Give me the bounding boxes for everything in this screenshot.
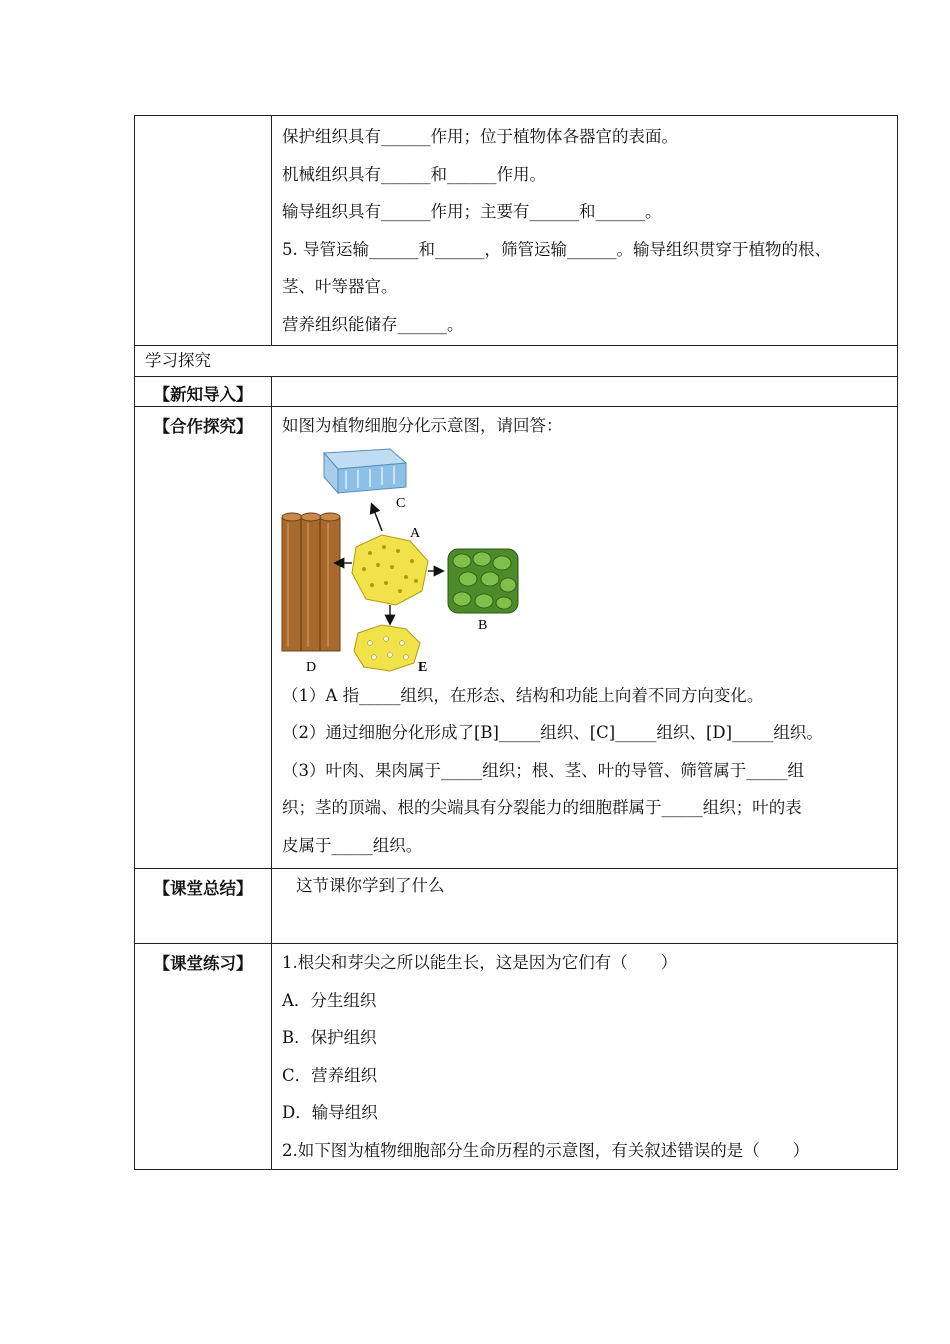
review-line-nutritive: 营养组织能储存______。	[282, 314, 464, 334]
new-knowledge-label: 【新知导入】	[153, 385, 253, 404]
summary-text: 这节课你学到了什么	[296, 876, 445, 895]
tissue-b-nutritive	[448, 549, 518, 613]
cell-differentiation-diagram	[278, 445, 538, 677]
review-line-organs: 茎、叶等器官。	[282, 277, 398, 296]
tissue-e-parenchyma	[354, 625, 420, 671]
section-title-cell	[135, 346, 898, 377]
label-e: E	[418, 659, 428, 675]
practice-content-cell	[272, 944, 898, 1170]
question-1: （1）A 指_____组织，在形态、结构和功能上向着不同方向变化。	[282, 685, 764, 705]
option-a: A．分生组织	[282, 990, 377, 1010]
cooperative-row	[135, 407, 898, 869]
review-line-transport: 5. 导管运输______和______，筛管运输______。输导组织贯穿于植物的根、	[282, 239, 831, 259]
cooperative-content-cell	[272, 407, 898, 869]
label-a: A	[410, 525, 421, 541]
cooperative-label: 【合作探究】	[153, 417, 253, 436]
label-c: C	[396, 495, 406, 511]
review-line-protective: 保护组织具有______作用；位于植物体各器官的表面。	[282, 127, 678, 146]
cooperative-intro: 如图为植物细胞分化示意图，请回答：	[282, 416, 563, 435]
practice-label-cell	[135, 944, 272, 1170]
option-c: C．营养组织	[282, 1065, 378, 1085]
label-b: B	[478, 617, 488, 633]
summary-label: 【课堂总结】	[153, 879, 253, 898]
question-3-line-1: （3）叶肉、果肉属于_____组织；根、茎、叶的导管、筛管属于_____组	[282, 760, 804, 780]
practice-question-2: 2.如下图为植物细胞部分生命历程的示意图，有关叙述错误的是（ ）	[282, 1140, 810, 1160]
worksheet-table	[134, 115, 898, 1170]
tissue-review-row	[135, 116, 898, 346]
question-2: （2）通过细胞分化形成了[B]_____组织、[C]_____组织、[D]_____组织。	[282, 723, 823, 742]
tissue-a-meristem	[352, 535, 428, 605]
cell-differentiation-figure	[272, 445, 897, 677]
cooperative-label-cell	[135, 407, 272, 869]
practice-label: 【课堂练习】	[153, 954, 253, 973]
practice-row	[135, 944, 898, 1170]
section-row	[135, 346, 898, 377]
tissue-c-epidermis	[324, 449, 406, 493]
section-title: 学习探究	[145, 351, 211, 370]
empty-label-cell	[135, 116, 272, 346]
summary-row	[135, 869, 898, 944]
tissue-d-vessels	[282, 513, 340, 651]
option-d: D．输导组织	[282, 1103, 378, 1122]
new-knowledge-label-cell	[135, 377, 272, 407]
practice-question-1: 1.根尖和芽尖之所以能生长，这是因为它们有（ ）	[282, 953, 678, 972]
new-knowledge-content-cell	[272, 377, 898, 407]
summary-label-cell	[135, 869, 272, 944]
review-line-mechanical: 机械组织具有______和______作用。	[282, 164, 546, 184]
question-3-line-2: 织；茎的顶端、根的尖端具有分裂能力的细胞群属于_____组织；叶的表	[282, 798, 802, 817]
question-3-line-3: 皮属于_____组织。	[282, 835, 423, 855]
option-b: B．保护组织	[282, 1028, 377, 1047]
summary-content-cell	[272, 869, 898, 944]
label-d: D	[306, 659, 317, 675]
new-knowledge-row	[135, 377, 898, 407]
review-line-conducting: 输导组织具有______作用；主要有______和______。	[282, 202, 662, 221]
tissue-review-cell	[272, 116, 898, 346]
